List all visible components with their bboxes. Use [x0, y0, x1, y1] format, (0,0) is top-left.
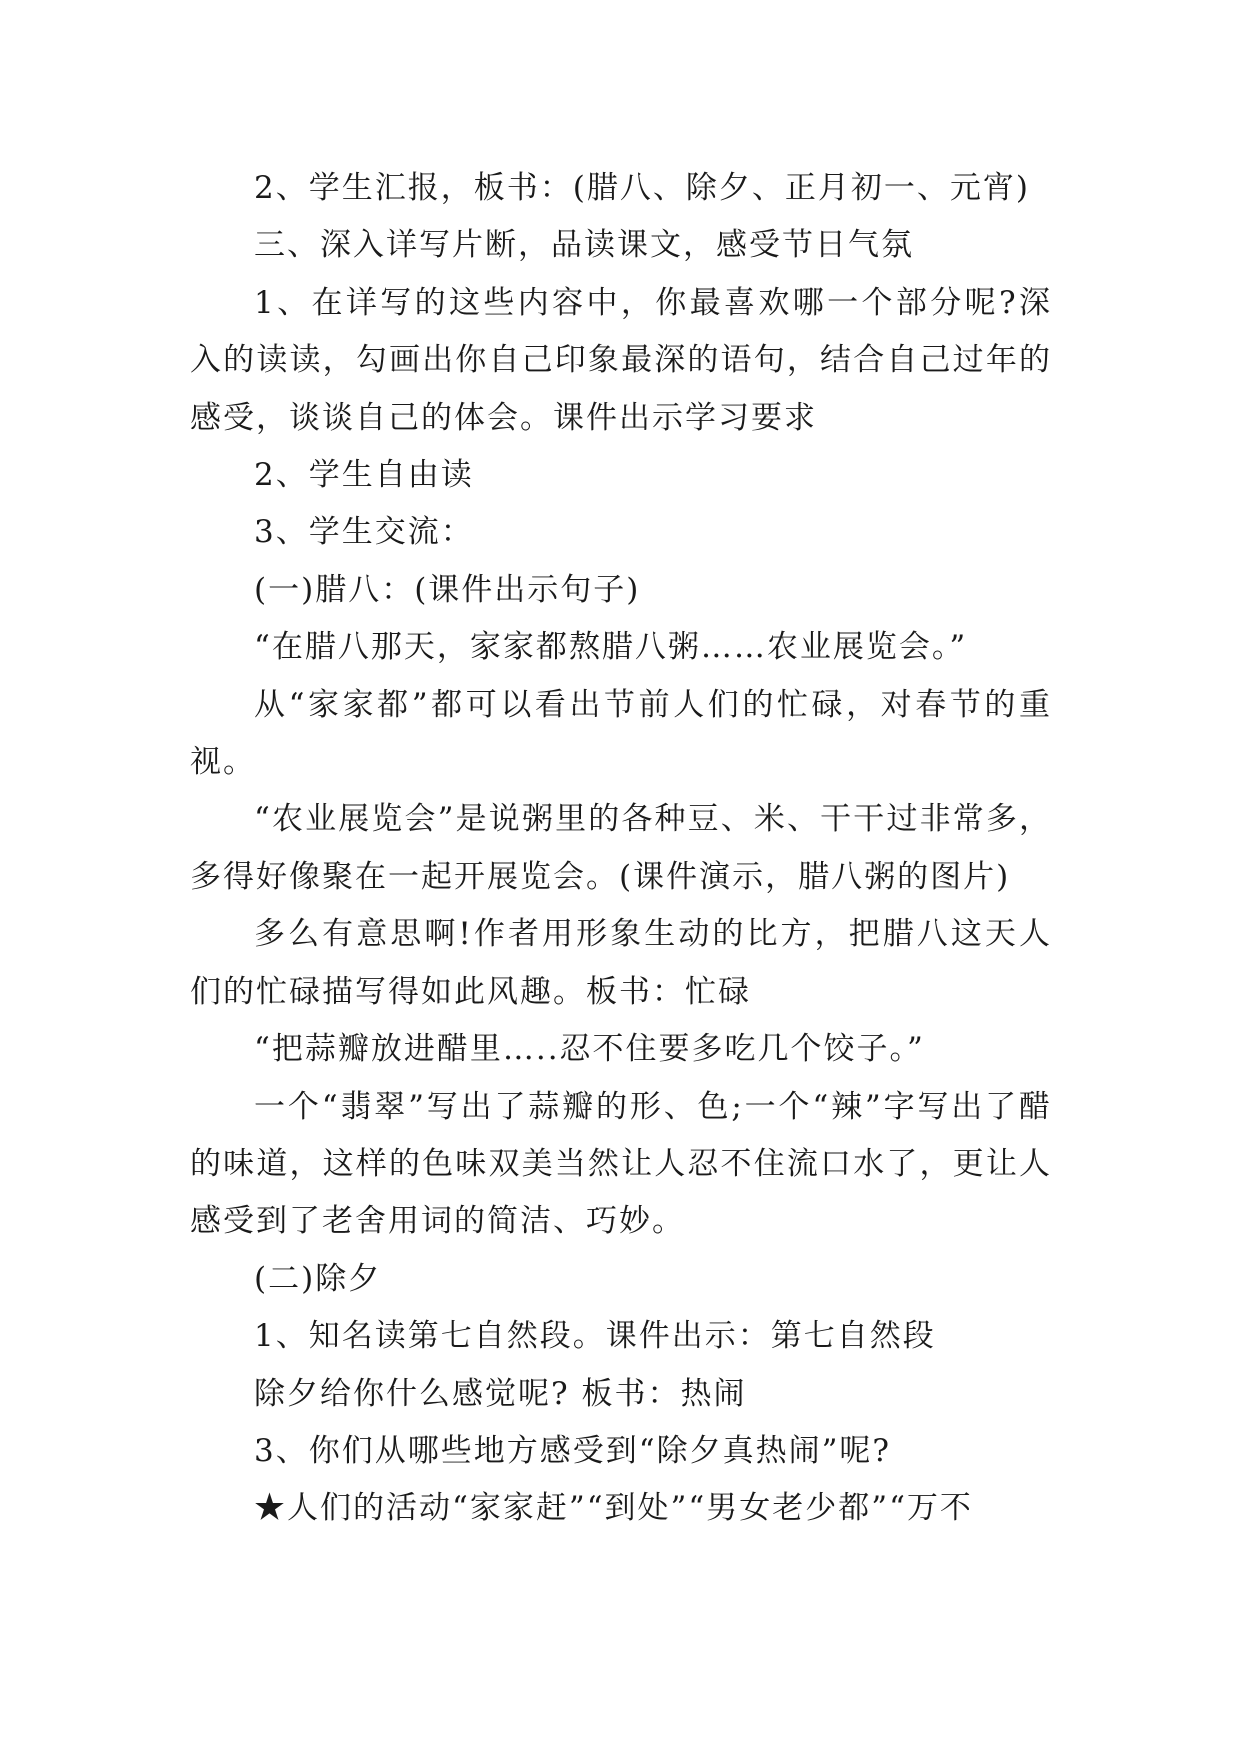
subsection-heading: (一)腊八：(课件出示句子) [254, 571, 641, 608]
paragraph: 从“家家都”都可以看出节前人们的忙碌，对春节的重视。 [190, 686, 1052, 781]
paragraph: 2、学生自由读 [254, 457, 474, 494]
paragraph: 2、学生汇报，板书：(腊八、除夕、正月初一、元宵) [254, 170, 1030, 206]
quote-paragraph: “把蒜瓣放进醋里…..忍不住要多吃几个饺子。” [254, 1031, 925, 1068]
paragraph: 3、你们从哪些地方感受到“除夕真热闹”呢? [254, 1432, 892, 1469]
section-heading: 三、深入详写片断，品读课文，感受节日气氛 [254, 227, 914, 264]
paragraph: 1、知名读第七自然段。课件出示：第七自然段 [254, 1318, 936, 1355]
paragraph: 除夕给你什么感觉呢? 板书：热闹 [254, 1375, 747, 1412]
paragraph: 3、学生交流： [254, 514, 474, 551]
paragraph: 1、在详写的这些内容中，你最喜欢哪一个部分呢?深入的读读，勾画出你自己印象最深的语句，结合自己过年的感受，谈谈自己的体会。课件出示学习要求 [190, 284, 1052, 436]
subsection-heading: (二)除夕 [254, 1260, 382, 1297]
paragraph: 一个“翡翠”写出了蒜瓣的形、色;一个“辣”字写出了醋的味道，这样的色味双美当然让人忍不住流口水了，更让人感受到了老舍用词的简洁、巧妙。 [190, 1088, 1052, 1240]
paragraph: “农业展览会”是说粥里的各种豆、米、干干过非常多，多得好像聚在一起开展览会。(课件演示，腊八粥的图片) [190, 801, 1052, 895]
document-body [190, 160, 1052, 1538]
quote-paragraph: “在腊八那天，家家都熬腊八粥……农业展览会。” [254, 629, 968, 666]
paragraph: 多么有意思啊!作者用形象生动的比方，把腊八这天人们的忙碌描写得如此风趣。板书：忙碌 [190, 916, 1052, 1010]
paragraph: ★人们的活动“家家赶”“到处”“男女老少都”“万不 [254, 1490, 973, 1527]
